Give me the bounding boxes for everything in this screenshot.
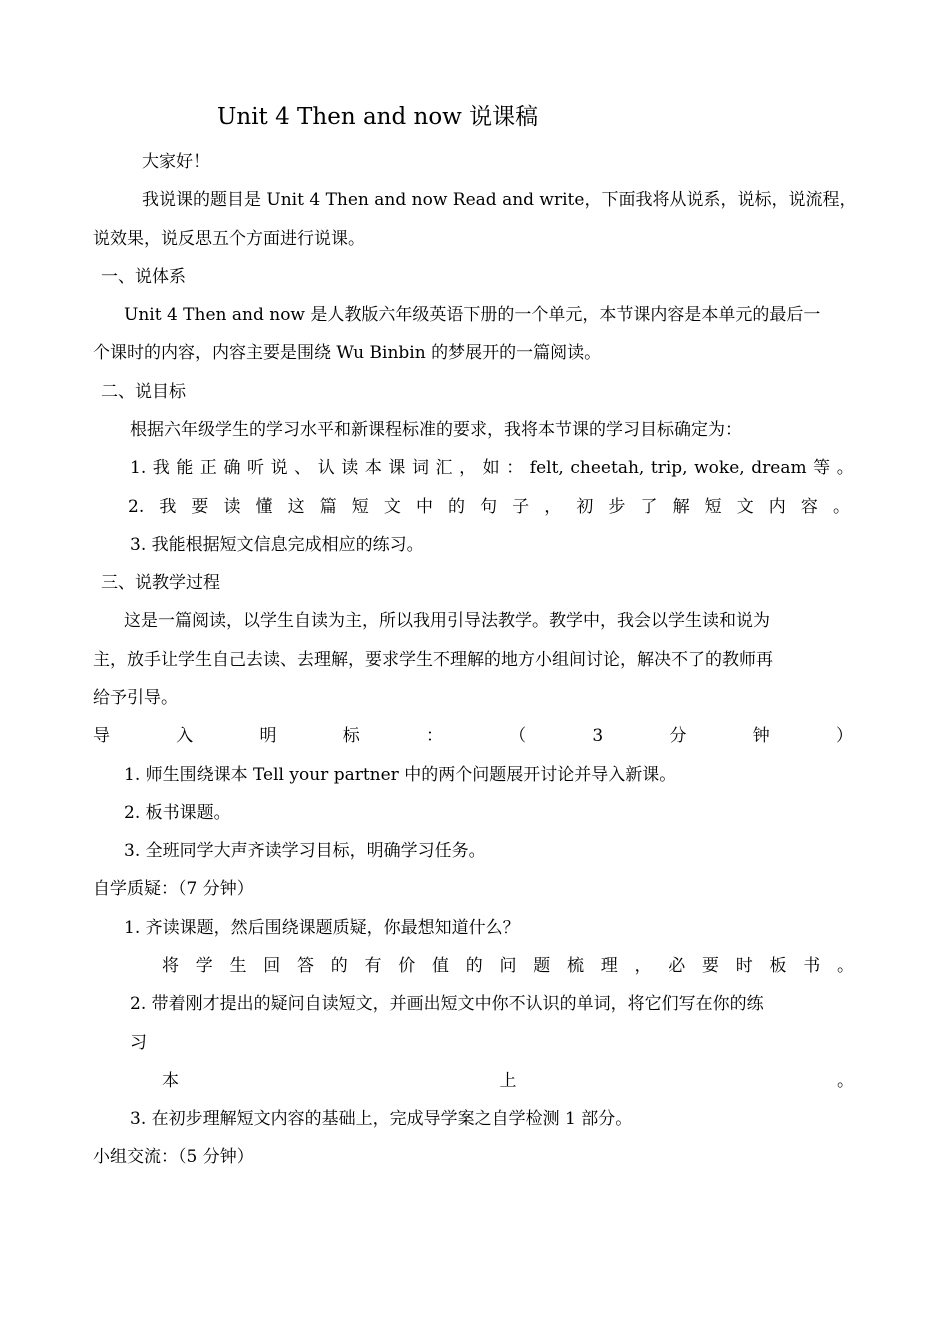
intro-line-2: 说效果，说反思五个方面进行说课。	[93, 229, 365, 249]
stage-1-heading-char: 3	[592, 726, 604, 746]
goal-2-token: 文	[383, 497, 401, 517]
goal-1-token: cheetah,	[570, 458, 645, 478]
stage-2-item-2-line-2: 习	[130, 1033, 147, 1053]
stage-2-item-2-char: 。	[837, 1071, 854, 1091]
stage-2-item-1: 1. 齐读课题，然后围绕课题质疑，你最想知道什么？	[124, 918, 520, 938]
goal-1-token: ，	[459, 458, 477, 478]
goal-1-token: 认	[317, 458, 335, 478]
section-3-para-line-3: 给予引导。	[93, 688, 178, 708]
stage-1-heading-char: 导	[93, 726, 110, 746]
goal-2-token: 中	[415, 497, 433, 517]
stage-2-sub-char: 学	[195, 956, 213, 976]
stage-1-heading-char: ：	[425, 726, 443, 746]
goal-2-token: 初	[576, 497, 594, 517]
goal-1-token: 汇	[435, 458, 453, 478]
stage-2-sub-char: 时	[735, 956, 753, 976]
stage-2-item-2-char: 上	[499, 1071, 517, 1091]
goal-2-token: 我	[159, 497, 177, 517]
section-2-intro: 根据六年级学生的学习水平和新课程标准的要求，我将本节课的学习目标确定为：	[130, 420, 742, 440]
goal-3: 3. 我能根据短文信息完成相应的练习。	[130, 535, 424, 555]
stage-2-sub-char: 将	[162, 956, 179, 976]
goal-1-token: 确	[223, 458, 241, 478]
stage-1-heading-char: 标	[342, 726, 360, 746]
goal-2-token: 容	[800, 497, 818, 517]
stage-2-sub-char: 问	[499, 956, 517, 976]
stage-2-sub-char: 板	[769, 956, 787, 976]
goal-2-token: 短	[351, 497, 369, 517]
goal-1-token: 如	[482, 458, 500, 478]
goal-2-token: 步	[608, 497, 626, 517]
stage-3-heading: 小组交流：（5 分钟）	[93, 1147, 254, 1167]
stage-2-sub-char: 值	[432, 956, 449, 976]
stage-2-sub-char: 书	[803, 956, 821, 976]
goal-2-token: 了	[640, 497, 658, 517]
stage-2-sub-char: 理	[600, 956, 618, 976]
goal-2-token: ，	[544, 497, 562, 517]
section-1-heading: 一、说体系	[101, 267, 186, 287]
goal-1-token: ：	[506, 458, 524, 478]
stage-2-sub-char: 要	[702, 956, 719, 976]
goal-1-token: 能	[176, 458, 194, 478]
goal-2-token: 这	[287, 497, 305, 517]
stage-1-heading-char: ）	[835, 726, 853, 746]
stage-2-item-3: 3. 在初步理解短文内容的基础上，完成导学案之自学检测 1 部分。	[130, 1109, 633, 1129]
goal-1-token: 我	[152, 458, 170, 478]
document-title: Unit 4 Then and now 说课稿	[217, 104, 539, 130]
section-1-line-1: Unit 4 Then and now 是人教版六年级英语下册的一个单元，本节课内容是本单元的最后一	[124, 305, 821, 325]
goal-2-token: 文	[736, 497, 754, 517]
stage-1-item-2: 2. 板书课题。	[124, 803, 231, 823]
stage-1-heading	[93, 724, 853, 748]
greeting: 大家好！	[142, 152, 210, 172]
goal-1-token: felt,	[529, 458, 564, 478]
goal-2-token: 的	[448, 497, 466, 517]
stage-1-heading-char: （	[509, 726, 527, 746]
stage-2-heading: 自学质疑：（7 分钟）	[93, 879, 254, 899]
goal-2-token: 懂	[255, 497, 273, 517]
goal-1-token: 本	[364, 458, 382, 478]
goal-1-token: 读	[341, 458, 359, 478]
stage-1-heading-char: 明	[259, 726, 277, 746]
stage-2-sub-char: ，	[634, 956, 652, 976]
stage-2-sub-char: 价	[398, 956, 416, 976]
goal-1-token: 。	[836, 458, 854, 478]
goal-2-token: 。	[832, 497, 850, 517]
goal-2-token: 2.	[128, 497, 145, 517]
goal-1-token: trip,	[650, 458, 688, 478]
goal-2-token: 篇	[319, 497, 337, 517]
stage-2-sub-char: 的	[465, 956, 483, 976]
goal-1-token: dream	[751, 458, 807, 478]
goal-2-token: 要	[191, 497, 209, 517]
stage-2-sub-char: 答	[297, 956, 314, 976]
stage-2-sub-char: 。	[837, 956, 854, 976]
stage-1-item-3: 3. 全班同学大声齐读学习目标，明确学习任务。	[124, 841, 486, 861]
stage-2-item-2-line-3	[162, 1069, 854, 1093]
goal-1	[130, 456, 854, 480]
goal-2-token: 子	[512, 497, 530, 517]
goal-1-token: 词	[411, 458, 429, 478]
goal-2-token: 句	[480, 497, 498, 517]
goal-2-token: 读	[223, 497, 241, 517]
goal-1-token: 说	[270, 458, 288, 478]
goal-1-token: 正	[199, 458, 217, 478]
stage-2-sub-char: 的	[330, 956, 348, 976]
stage-2-sub-char: 回	[263, 956, 281, 976]
goal-1-token: 课	[388, 458, 406, 478]
stage-2-sub-char: 必	[668, 956, 686, 976]
stage-1-heading-char: 钟	[752, 726, 770, 746]
section-2-heading: 二、说目标	[101, 382, 186, 402]
stage-2-item-2-char: 本	[162, 1071, 179, 1091]
goal-2-token: 解	[672, 497, 690, 517]
stage-2-sub-char: 生	[229, 956, 247, 976]
goal-1-token: 1.	[130, 458, 147, 478]
goal-1-token: 、	[294, 458, 312, 478]
stage-1-item-1: 1. 师生围绕课本 Tell your partner 中的两个问题展开讨论并导入新课。	[124, 765, 677, 785]
stage-1-heading-char: 分	[669, 726, 687, 746]
stage-2-sub-char: 题	[533, 956, 551, 976]
section-3-heading: 三、说教学过程	[101, 573, 220, 593]
stage-1-heading-char: 入	[176, 726, 194, 746]
stage-2-sub-char: 有	[364, 956, 382, 976]
section-3-para-line-2: 主，放手让学生自己去读、去理解，要求学生不理解的地方小组间讨论，解决不了的教师再	[93, 650, 773, 670]
stage-2-sub-char: 梳	[567, 956, 584, 976]
section-3-para-line-1: 这是一篇阅读，以学生自读为主，所以我用引导法教学。教学中，我会以学生读和说为	[124, 611, 770, 631]
goal-2-token: 内	[768, 497, 786, 517]
goal-2-token: 短	[704, 497, 722, 517]
goal-1-token: 听	[247, 458, 265, 478]
stage-2-item-1-sub	[162, 954, 854, 978]
stage-2-item-2-line-1: 2. 带着刚才提出的疑问自读短文，并画出短文中你不认识的单词，将它们写在你的练	[130, 994, 764, 1014]
goal-2	[128, 495, 850, 519]
goal-1-token: 等	[813, 458, 831, 478]
goal-1-token: woke,	[694, 458, 745, 478]
section-1-line-2: 个课时的内容，内容主要是围绕 Wu Binbin 的梦展开的一篇阅读。	[93, 343, 602, 363]
intro-line-1: 我说课的题目是 Unit 4 Then and now Read and write，下面我将从说系，说标，说流程，	[142, 190, 857, 210]
